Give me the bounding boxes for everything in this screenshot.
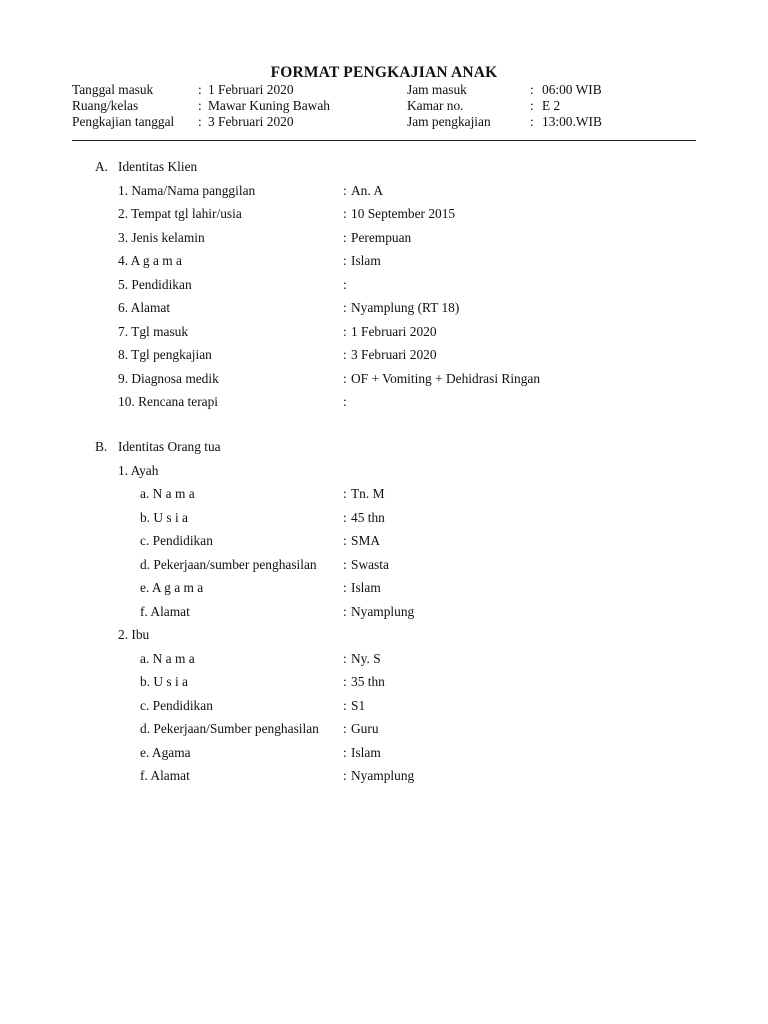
field-row xyxy=(0,744,768,762)
field-colon: : xyxy=(343,697,347,713)
field-label: 1. Nama/Nama panggilan xyxy=(118,182,256,198)
field-row xyxy=(0,767,768,785)
field-value: 35 thn xyxy=(351,674,385,689)
field-row xyxy=(0,299,768,317)
field-row xyxy=(0,650,768,668)
field-colon: : xyxy=(343,253,347,268)
field-value: OF + Vomiting + Dehidrasi Ringan xyxy=(351,370,541,386)
field-row xyxy=(0,370,768,388)
field-colon: : xyxy=(343,206,347,221)
field-colon: : xyxy=(343,347,347,362)
field-value: 1 Februari 2020 xyxy=(351,323,437,339)
field-value: Tn. M xyxy=(351,486,385,501)
field-colon: : xyxy=(343,744,347,760)
header-row xyxy=(0,114,768,130)
field-value: Nyamplung xyxy=(351,603,415,619)
section-heading xyxy=(0,438,768,456)
header-label: Jam pengkajian xyxy=(407,114,491,129)
field-row xyxy=(0,323,768,341)
field-value: SMA xyxy=(351,533,381,548)
field-colon: : xyxy=(343,674,347,689)
field-value: Islam xyxy=(351,253,381,268)
field-colon: : xyxy=(343,768,347,783)
section-title: Identitas Klien xyxy=(118,159,198,174)
subsection-title: 1. Ayah xyxy=(118,462,159,478)
field-label: a. N a m a xyxy=(140,486,195,501)
field-value: S1 xyxy=(351,697,366,713)
field-row xyxy=(0,182,768,200)
field-label: c. Pendidikan xyxy=(140,533,213,548)
field-row xyxy=(0,485,768,503)
field-row xyxy=(0,603,768,621)
header-value: 13:00.WIB xyxy=(542,114,602,129)
header-row xyxy=(0,82,768,98)
header-label: Kamar no. xyxy=(407,98,464,113)
subsection-heading-mother xyxy=(0,626,768,644)
subsection-title: 2. Ibu xyxy=(118,627,150,642)
field-colon: : xyxy=(343,276,347,292)
field-row xyxy=(0,276,768,294)
field-colon: : xyxy=(343,509,347,525)
header-colon: : xyxy=(198,114,202,129)
section-title: Identitas Orang tua xyxy=(118,439,221,454)
admission-header xyxy=(0,82,768,132)
field-value: 3 Februari 2020 xyxy=(351,347,437,362)
header-row xyxy=(0,98,768,114)
field-value: Guru xyxy=(351,721,379,736)
field-value: Nyamplung (RT 18) xyxy=(351,300,460,315)
field-value: 45 thn xyxy=(351,509,385,525)
header-colon: : xyxy=(198,82,202,97)
header-value: E 2 xyxy=(542,98,561,113)
field-label: e. Agama xyxy=(140,744,191,760)
field-colon: : xyxy=(343,300,347,315)
header-label: Pengkajian tanggal xyxy=(72,114,175,129)
header-colon: : xyxy=(530,114,534,129)
header-value: 1 Februari 2020 xyxy=(208,82,294,97)
field-value: Nyamplung xyxy=(351,768,415,783)
field-row xyxy=(0,579,768,597)
field-label: c. Pendidikan xyxy=(140,697,213,713)
header-colon: : xyxy=(530,98,534,113)
subsection-heading-father xyxy=(0,462,768,480)
field-label: a. N a m a xyxy=(140,650,195,666)
field-row xyxy=(0,346,768,364)
field-colon: : xyxy=(343,603,347,619)
field-value: Perempuan xyxy=(351,229,412,245)
field-label: 10. Rencana terapi xyxy=(118,394,219,409)
field-label: 7. Tgl masuk xyxy=(118,323,189,339)
field-row xyxy=(0,532,768,550)
header-label: Tanggal masuk xyxy=(72,82,154,97)
field-row xyxy=(0,720,768,738)
header-colon: : xyxy=(530,82,534,97)
header-value: Mawar Kuning Bawah xyxy=(208,98,330,113)
field-value: Ny. S xyxy=(351,650,381,666)
field-value: Islam xyxy=(351,744,381,760)
field-row xyxy=(0,205,768,223)
header-label: Ruang/kelas xyxy=(72,98,139,113)
field-row xyxy=(0,509,768,527)
field-value: Swasta xyxy=(351,556,389,572)
field-colon: : xyxy=(343,323,347,339)
field-colon: : xyxy=(343,394,347,409)
field-colon: : xyxy=(343,370,347,386)
section-heading xyxy=(0,158,768,176)
header-value: 3 Februari 2020 xyxy=(208,114,294,129)
header-divider xyxy=(72,140,696,141)
header-label: Jam masuk xyxy=(407,82,467,97)
field-label: 6. Alamat xyxy=(118,300,171,315)
field-row xyxy=(0,229,768,247)
field-label: d. Pekerjaan/Sumber penghasilan xyxy=(140,721,319,736)
header-value: 06:00 WIB xyxy=(542,82,602,97)
section-letter: A. xyxy=(95,159,109,174)
field-label: 9. Diagnosa medik xyxy=(118,370,219,386)
field-label: 2. Tempat tgl lahir/usia xyxy=(118,206,242,221)
field-row xyxy=(0,697,768,715)
field-label: e. A g a m a xyxy=(140,580,204,595)
field-colon: : xyxy=(343,721,347,736)
field-label: f. Alamat xyxy=(140,603,190,619)
field-colon: : xyxy=(343,650,347,666)
header-colon: : xyxy=(198,98,202,113)
field-label: 3. Jenis kelamin xyxy=(118,229,205,245)
field-row xyxy=(0,252,768,270)
field-value: An. A xyxy=(351,182,383,198)
field-row xyxy=(0,556,768,574)
field-colon: : xyxy=(343,486,347,501)
field-value: 10 September 2015 xyxy=(351,206,456,221)
section-letter: B. xyxy=(95,439,108,454)
document-title: FORMAT PENGKAJIAN ANAK xyxy=(270,64,498,81)
field-colon: : xyxy=(343,580,347,595)
field-colon: : xyxy=(343,533,347,548)
field-label: b. U s i a xyxy=(140,509,188,525)
field-colon: : xyxy=(343,182,347,198)
field-label: 4. A g a m a xyxy=(118,253,182,268)
field-colon: : xyxy=(343,556,347,572)
field-label: 5. Pendidikan xyxy=(118,276,192,292)
field-label: f. Alamat xyxy=(140,768,190,783)
field-label: d. Pekerjaan/sumber penghasilan xyxy=(140,556,317,572)
field-row xyxy=(0,393,768,411)
field-value: Islam xyxy=(351,580,381,595)
field-label: 8. Tgl pengkajian xyxy=(118,347,212,362)
field-row xyxy=(0,673,768,691)
field-colon: : xyxy=(343,229,347,245)
field-label: b. U s i a xyxy=(140,674,188,689)
